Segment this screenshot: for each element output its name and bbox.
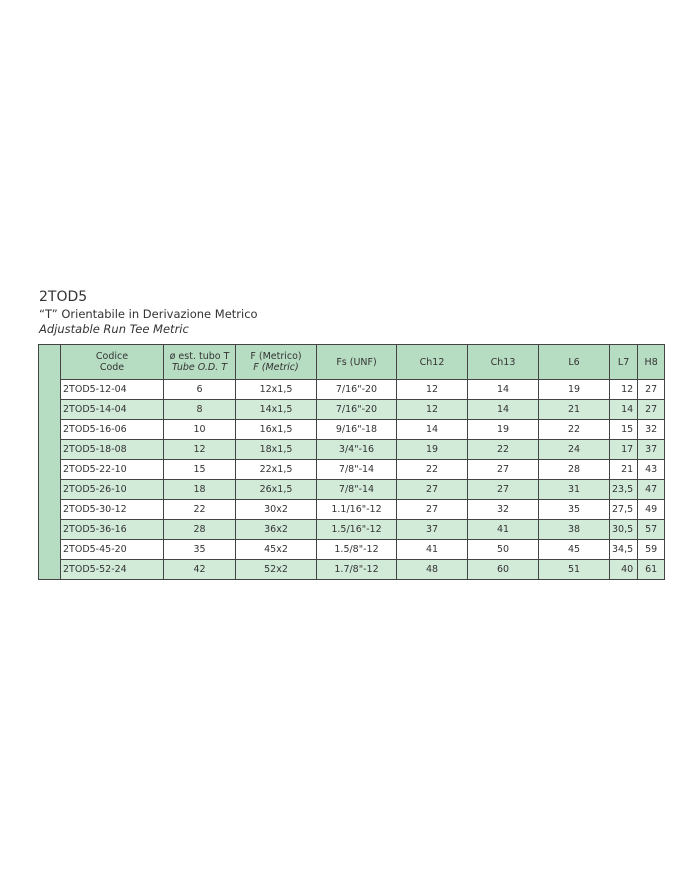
cell-ch12: 14 xyxy=(397,420,468,440)
table-row-stub xyxy=(39,460,61,480)
cell-l7: 14 xyxy=(610,400,638,420)
column-header-line: F (Metric) xyxy=(253,362,299,373)
product-title-italian: “T” Orientabile in Derivazione Metrico xyxy=(39,307,258,321)
column-header-code xyxy=(61,345,164,380)
cell-l7: 21 xyxy=(610,460,638,480)
cell-ch13: 22 xyxy=(468,440,539,460)
cell-ch13: 60 xyxy=(468,560,539,580)
cell-tube-od: 42 xyxy=(164,560,236,580)
table-row xyxy=(39,540,665,560)
cell-l6: 51 xyxy=(539,560,610,580)
cell-h8: 47 xyxy=(638,480,665,500)
column-header-tube-od xyxy=(164,345,236,380)
table-row xyxy=(39,560,665,580)
table-row-stub xyxy=(39,480,61,500)
dimensions-table xyxy=(38,344,665,580)
cell-ch12: 12 xyxy=(397,380,468,400)
product-header xyxy=(39,288,258,337)
cell-ch13: 14 xyxy=(468,380,539,400)
cell-fs-unf: 1.5/8"-12 xyxy=(317,540,397,560)
cell-f-metric: 14x1,5 xyxy=(236,400,317,420)
cell-f-metric: 30x2 xyxy=(236,500,317,520)
cell-ch12: 19 xyxy=(397,440,468,460)
column-header-ch13: Ch13 xyxy=(468,345,539,380)
cell-tube-od: 18 xyxy=(164,480,236,500)
cell-ch12: 12 xyxy=(397,400,468,420)
cell-code: 2TOD5-45-20 xyxy=(61,540,164,560)
table-row xyxy=(39,520,665,540)
cell-l6: 35 xyxy=(539,500,610,520)
column-header-line: Tube O.D. T xyxy=(171,362,228,373)
cell-h8: 61 xyxy=(638,560,665,580)
cell-ch13: 27 xyxy=(468,480,539,500)
cell-code: 2TOD5-30-12 xyxy=(61,500,164,520)
cell-l7: 17 xyxy=(610,440,638,460)
table-row xyxy=(39,500,665,520)
cell-ch13: 41 xyxy=(468,520,539,540)
cell-l7: 34,5 xyxy=(610,540,638,560)
cell-l7: 27,5 xyxy=(610,500,638,520)
cell-h8: 57 xyxy=(638,520,665,540)
column-header-line: Code xyxy=(99,362,125,373)
cell-l6: 19 xyxy=(539,380,610,400)
table-row-stub xyxy=(39,440,61,460)
cell-fs-unf: 7/16"-20 xyxy=(317,380,397,400)
cell-ch13: 50 xyxy=(468,540,539,560)
cell-f-metric: 16x1,5 xyxy=(236,420,317,440)
cell-ch12: 27 xyxy=(397,480,468,500)
product-title-english: Adjustable Run Tee Metric xyxy=(39,322,189,336)
cell-f-metric: 26x1,5 xyxy=(236,480,317,500)
cell-f-metric: 18x1,5 xyxy=(236,440,317,460)
cell-tube-od: 35 xyxy=(164,540,236,560)
column-header-line: Codice xyxy=(95,351,129,362)
cell-l6: 21 xyxy=(539,400,610,420)
cell-code: 2TOD5-16-06 xyxy=(61,420,164,440)
cell-f-metric: 12x1,5 xyxy=(236,380,317,400)
table-row-stub xyxy=(39,540,61,560)
column-header-line: ø est. tubo T xyxy=(169,351,230,362)
table-header-row xyxy=(39,345,665,380)
cell-l6: 45 xyxy=(539,540,610,560)
cell-l7: 23,5 xyxy=(610,480,638,500)
table-row-stub xyxy=(39,380,61,400)
cell-f-metric: 36x2 xyxy=(236,520,317,540)
cell-fs-unf: 7/8"-14 xyxy=(317,480,397,500)
cell-code: 2TOD5-22-10 xyxy=(61,460,164,480)
cell-f-metric: 52x2 xyxy=(236,560,317,580)
cell-tube-od: 15 xyxy=(164,460,236,480)
cell-tube-od: 12 xyxy=(164,440,236,460)
column-header-fs-unf: Fs (UNF) xyxy=(317,345,397,380)
cell-f-metric: 22x1,5 xyxy=(236,460,317,480)
cell-f-metric: 45x2 xyxy=(236,540,317,560)
cell-h8: 59 xyxy=(638,540,665,560)
cell-l7: 15 xyxy=(610,420,638,440)
cell-ch13: 19 xyxy=(468,420,539,440)
table-row xyxy=(39,420,665,440)
column-header-ch12: Ch12 xyxy=(397,345,468,380)
cell-l6: 38 xyxy=(539,520,610,540)
table-row xyxy=(39,460,665,480)
cell-ch12: 22 xyxy=(397,460,468,480)
cell-fs-unf: 1.5/16"-12 xyxy=(317,520,397,540)
cell-h8: 43 xyxy=(638,460,665,480)
cell-fs-unf: 3/4"-16 xyxy=(317,440,397,460)
cell-code: 2TOD5-26-10 xyxy=(61,480,164,500)
cell-l6: 24 xyxy=(539,440,610,460)
table-row-stub xyxy=(39,420,61,440)
cell-l7: 12 xyxy=(610,380,638,400)
column-header-l7: L7 xyxy=(610,345,638,380)
cell-fs-unf: 7/16"-20 xyxy=(317,400,397,420)
cell-h8: 37 xyxy=(638,440,665,460)
cell-ch13: 32 xyxy=(468,500,539,520)
cell-code: 2TOD5-14-04 xyxy=(61,400,164,420)
cell-l6: 22 xyxy=(539,420,610,440)
product-code: 2TOD5 xyxy=(39,289,88,305)
cell-l7: 40 xyxy=(610,560,638,580)
cell-tube-od: 10 xyxy=(164,420,236,440)
cell-code: 2TOD5-12-04 xyxy=(61,380,164,400)
table-row xyxy=(39,480,665,500)
cell-tube-od: 6 xyxy=(164,380,236,400)
cell-ch13: 27 xyxy=(468,460,539,480)
table-row xyxy=(39,380,665,400)
table-row-stub xyxy=(39,520,61,540)
column-header-h8: H8 xyxy=(638,345,665,380)
cell-fs-unf: 7/8"-14 xyxy=(317,460,397,480)
cell-fs-unf: 1.1/16"-12 xyxy=(317,500,397,520)
table-row-stub xyxy=(39,560,61,580)
cell-h8: 27 xyxy=(638,380,665,400)
cell-ch12: 41 xyxy=(397,540,468,560)
table-row-stub xyxy=(39,500,61,520)
cell-ch12: 37 xyxy=(397,520,468,540)
cell-tube-od: 8 xyxy=(164,400,236,420)
cell-l7: 30,5 xyxy=(610,520,638,540)
column-header-line: F (Metrico) xyxy=(250,351,302,362)
cell-fs-unf: 1.7/8"-12 xyxy=(317,560,397,580)
column-header-f-metric xyxy=(236,345,317,380)
cell-h8: 32 xyxy=(638,420,665,440)
table-row xyxy=(39,400,665,420)
table-row-stub xyxy=(39,400,61,420)
cell-code: 2TOD5-52-24 xyxy=(61,560,164,580)
cell-ch12: 48 xyxy=(397,560,468,580)
cell-ch13: 14 xyxy=(468,400,539,420)
cell-code: 2TOD5-36-16 xyxy=(61,520,164,540)
cell-l6: 28 xyxy=(539,460,610,480)
table-stub-header xyxy=(39,345,61,380)
cell-tube-od: 22 xyxy=(164,500,236,520)
cell-code: 2TOD5-18-08 xyxy=(61,440,164,460)
table-row xyxy=(39,440,665,460)
cell-fs-unf: 9/16"-18 xyxy=(317,420,397,440)
column-header-l6: L6 xyxy=(539,345,610,380)
cell-l6: 31 xyxy=(539,480,610,500)
cell-tube-od: 28 xyxy=(164,520,236,540)
cell-h8: 49 xyxy=(638,500,665,520)
cell-h8: 27 xyxy=(638,400,665,420)
cell-ch12: 27 xyxy=(397,500,468,520)
